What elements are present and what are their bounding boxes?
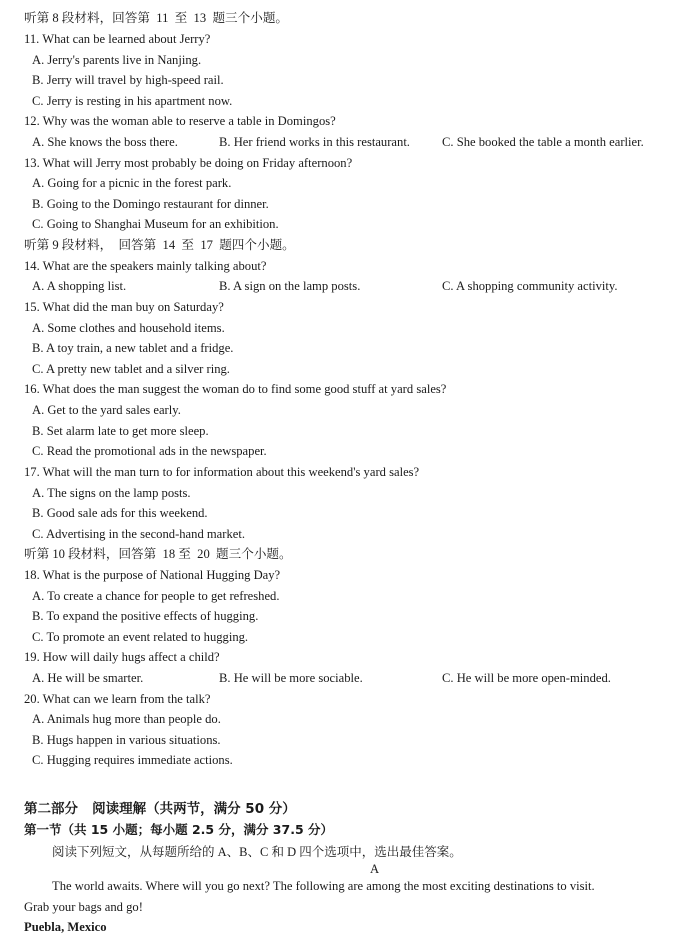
part8-header: 听第 8 段材料，回答第 11 至 13 题三个小题。 [24, 11, 289, 25]
q20-option-c: C. Hugging requires immediate actions. [32, 753, 233, 767]
q15-option-b: B. A toy train, a new tablet and a fridge. [32, 341, 234, 355]
question-15: 15. What did the man buy on Saturday? [24, 300, 224, 314]
q12-option-c: C. She booked the table a month earlier. [442, 135, 644, 149]
reading-instruction: 阅读下列短文，从每题所给的 A、B、C 和 D 四个选项中，选出最佳答案。 [52, 845, 462, 859]
question-12: 12. Why was the woman able to reserve a table in Domingos? [24, 114, 336, 128]
part9-header: 听第 9 段材料， 回答第 14 至 17 题四个小题。 [24, 238, 295, 252]
q14-options-row [32, 278, 682, 294]
q15-option-c: C. A pretty new tablet and a silver ring. [32, 362, 230, 376]
q16-option-b: B. Set alarm late to get more sleep. [32, 424, 209, 438]
reading-section-title: 第二部分 阅读理解（共两节，满分 50 分） [24, 801, 296, 817]
q15-option-a: A. Some clothes and household items. [32, 321, 225, 335]
question-11: 11. What can be learned about Jerry? [24, 32, 211, 46]
passage-label: A [370, 862, 380, 876]
q17-option-b: B. Good sale ads for this weekend. [32, 506, 208, 520]
passage-intro-line1: The world awaits. Where will you go next? The following are among the most exciting destinations to visit. [52, 879, 595, 893]
q12-option-b: B. Her friend works in this restaurant. [219, 135, 410, 149]
q20-option-b: B. Hugs happen in various situations. [32, 733, 221, 747]
q17-option-c: C. Advertising in the second-hand market. [32, 527, 245, 541]
q14-option-a: A. A shopping list. [32, 279, 127, 293]
question-14: 14. What are the speakers mainly talking about? [24, 259, 267, 273]
passage-intro-line2: Grab your bags and go! [24, 900, 143, 914]
q13-option-c: C. Going to Shanghai Museum for an exhibition. [32, 217, 279, 231]
q13-option-b: B. Going to the Domingo restaurant for dinner. [32, 197, 269, 211]
q20-option-a: A. Animals hug more than people do. [32, 712, 221, 726]
destination-heading: Puebla, Mexico [24, 920, 107, 934]
q11-option-b: B. Jerry will travel by high-speed rail. [32, 73, 224, 87]
q18-option-a: A. To create a chance for people to get refreshed. [32, 589, 280, 603]
question-17: 17. What will the man turn to for information about this weekend's yard sales? [24, 465, 420, 479]
q11-option-c: C. Jerry is resting in his apartment now. [32, 94, 233, 108]
q14-option-c: C. A shopping community activity. [442, 279, 618, 293]
question-19: 19. How will daily hugs affect a child? [24, 650, 220, 664]
question-20: 20. What can we learn from the talk? [24, 692, 211, 706]
question-13: 13. What will Jerry most probably be doing on Friday afternoon? [24, 156, 353, 170]
q12-options-row [32, 134, 682, 150]
q19-option-c: C. He will be more open-minded. [442, 671, 611, 685]
q11-option-a: A. Jerry's parents live in Nanjing. [32, 53, 202, 67]
q13-option-a: A. Going for a picnic in the forest park. [32, 176, 232, 190]
q18-option-b: B. To expand the positive effects of hugging. [32, 609, 259, 623]
reading-subsection-title: 第一节（共 15 小题；每小题 2.5 分，满分 37.5 分） [24, 822, 333, 837]
q19-option-b: B. He will be more sociable. [219, 671, 363, 685]
part10-header: 听第 10 段材料，回答第 18 至 20 题三个小题。 [24, 547, 292, 561]
q16-option-a: A. Get to the yard sales early. [32, 403, 181, 417]
q16-option-c: C. Read the promotional ads in the newspaper. [32, 444, 267, 458]
q18-option-c: C. To promote an event related to hugging. [32, 630, 249, 644]
question-18: 18. What is the purpose of National Hugging Day? [24, 568, 281, 582]
q12-option-a: A. She knows the boss there. [32, 135, 178, 149]
q19-options-row [32, 670, 682, 686]
q19-option-a: A. He will be smarter. [32, 671, 144, 685]
question-16: 16. What does the man suggest the woman do to find some good stuff at yard sales? [24, 382, 447, 396]
q17-option-a: A. The signs on the lamp posts. [32, 486, 191, 500]
q14-option-b: B. A sign on the lamp posts. [219, 279, 361, 293]
